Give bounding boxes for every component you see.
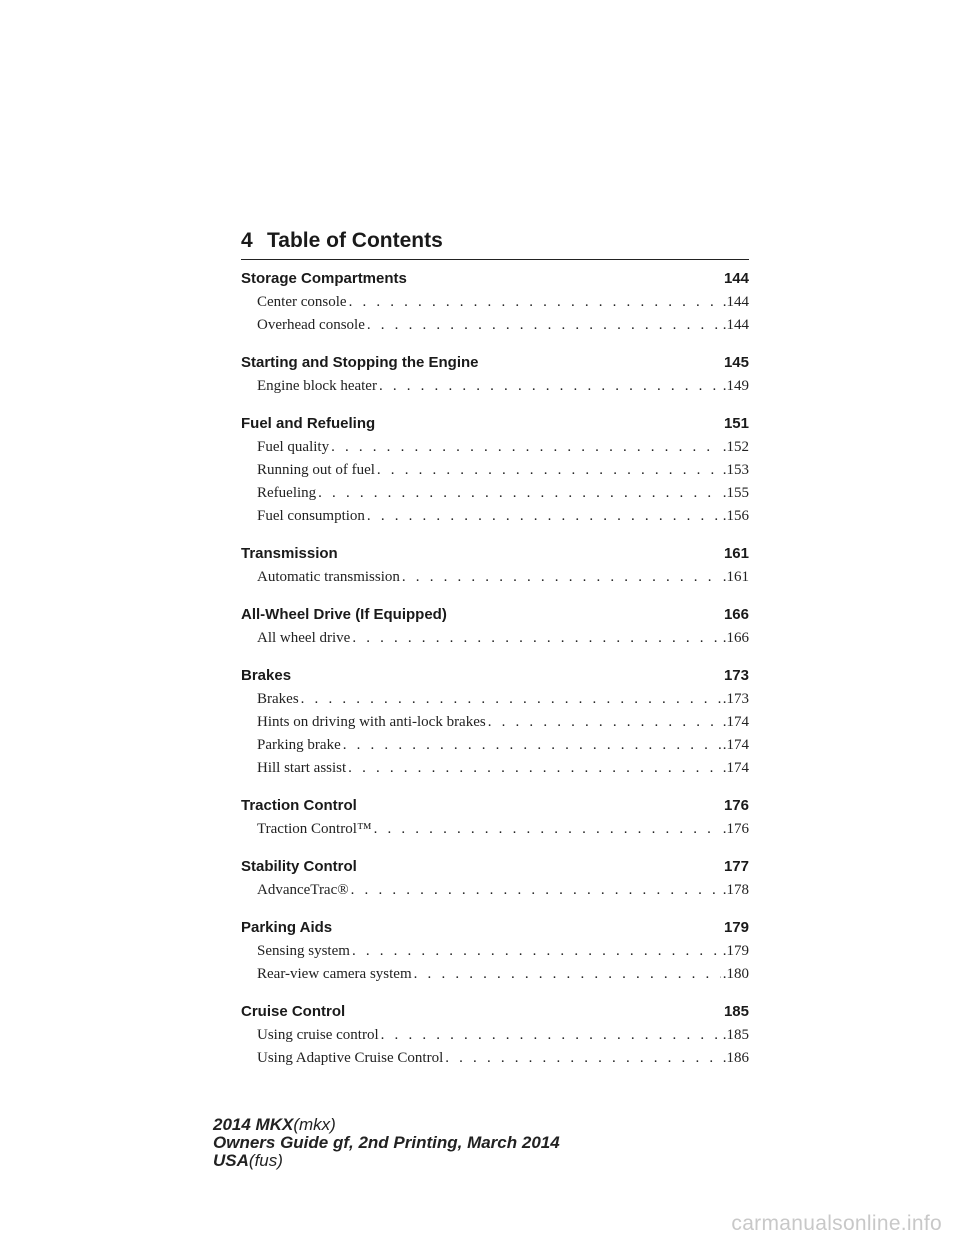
toc-entry[interactable] (241, 963, 749, 985)
section-title: Storage Compartments (241, 270, 407, 287)
entry-page: .144 (722, 317, 749, 333)
toc-entry[interactable] (241, 757, 749, 779)
dot-leader (331, 436, 721, 458)
toc-section (241, 543, 749, 588)
section-title: Starting and Stopping the Engine (241, 354, 479, 371)
entry-page: .155 (722, 485, 749, 501)
section-heading[interactable] (241, 268, 749, 290)
toc-section (241, 795, 749, 840)
entry-label: Parking brake (257, 737, 341, 753)
entry-page: .174 (722, 714, 749, 730)
toc-section (241, 856, 749, 901)
dot-leader (301, 688, 721, 710)
dot-leader (352, 627, 720, 649)
footer-line-edition (213, 1134, 560, 1152)
dot-leader (367, 314, 721, 336)
section-page: 177 (723, 858, 749, 875)
section-title: Fuel and Refueling (241, 415, 376, 432)
section-title: Cruise Control (241, 1003, 346, 1020)
entry-label: Traction Control™ (257, 821, 372, 837)
dot-leader (402, 566, 721, 588)
toc-entry[interactable] (241, 711, 749, 733)
dot-leader (318, 482, 721, 504)
toc-entry[interactable] (241, 688, 749, 710)
entry-label: All wheel drive (257, 630, 351, 646)
entry-label: Fuel consumption (257, 508, 365, 524)
entry-page: .152 (722, 439, 749, 455)
section-heading[interactable] (241, 795, 749, 817)
section-heading[interactable] (241, 1001, 749, 1023)
dot-leader (445, 1047, 721, 1069)
dot-leader (367, 505, 721, 527)
dot-leader (349, 291, 721, 313)
entry-page: .176 (722, 821, 749, 837)
entry-label: Center console (257, 294, 347, 310)
entry-page: .156 (722, 508, 749, 524)
section-title: All-Wheel Drive (If Equipped) (241, 606, 447, 623)
footer-model: 2014 MKX (213, 1115, 294, 1134)
footer-model-code: (mkx) (293, 1115, 336, 1134)
footer-edition: Owners Guide gf, 2nd Printing, March 2014 (213, 1133, 560, 1152)
toc-entry[interactable] (241, 940, 749, 962)
toc-section (241, 665, 749, 779)
toc-section (241, 352, 749, 397)
entry-page: .179 (722, 943, 749, 959)
entry-label: Running out of fuel (257, 462, 375, 478)
page-title: Table of Contents (267, 229, 443, 252)
toc-entry[interactable] (241, 505, 749, 527)
toc-entry[interactable] (241, 314, 749, 336)
toc-entry[interactable] (241, 375, 749, 397)
section-title: Parking Aids (241, 919, 333, 936)
footer-line-model (213, 1116, 560, 1134)
toc-entry[interactable] (241, 482, 749, 504)
entry-label: Hill start assist (257, 760, 347, 776)
dot-leader (348, 757, 721, 779)
section-page: 144 (723, 270, 749, 287)
site-watermark: carmanualsonline.info (731, 1212, 942, 1235)
entry-page: .180 (722, 966, 749, 982)
dot-leader (352, 940, 721, 962)
document-footer (213, 1116, 560, 1170)
toc-section (241, 1001, 749, 1069)
toc-entry[interactable] (241, 291, 749, 313)
entry-label: Overhead console (257, 317, 365, 333)
toc-entry[interactable] (241, 1047, 749, 1069)
dot-leader (377, 459, 721, 481)
section-heading[interactable] (241, 604, 749, 626)
entry-label: AdvanceTrac® (257, 882, 349, 898)
section-heading[interactable] (241, 856, 749, 878)
section-heading[interactable] (241, 543, 749, 565)
toc-entry[interactable] (241, 459, 749, 481)
entry-page: .153 (722, 462, 749, 478)
toc-entry[interactable] (241, 818, 749, 840)
page-number: 4 (241, 229, 253, 252)
section-page: 166 (723, 606, 749, 623)
entry-page: .144 (722, 294, 749, 310)
toc-section (241, 604, 749, 649)
entry-label: Engine block heater (257, 378, 377, 394)
dot-leader (488, 711, 721, 733)
section-title: Brakes (241, 667, 292, 684)
toc-entry[interactable] (241, 879, 749, 901)
dot-leader (351, 879, 721, 901)
dot-leader (379, 375, 721, 397)
toc-entry[interactable] (241, 1024, 749, 1046)
footer-region-code: (fus) (248, 1151, 283, 1170)
entry-page: .185 (722, 1027, 749, 1043)
section-page: 179 (723, 919, 749, 936)
toc-section (241, 268, 749, 336)
toc-section (241, 917, 749, 985)
section-title: Traction Control (241, 797, 357, 814)
entry-label: Automatic transmission (257, 569, 400, 585)
section-title: Stability Control (241, 858, 357, 875)
footer-line-region (213, 1152, 560, 1170)
section-page: 145 (723, 354, 749, 371)
footer-region: USA (213, 1151, 249, 1170)
section-heading[interactable] (241, 352, 749, 374)
page-header (241, 229, 749, 260)
entry-page: .173 (722, 691, 749, 707)
dot-leader (343, 734, 721, 756)
entry-page: .178 (722, 882, 749, 898)
entry-page: .186 (722, 1050, 749, 1066)
section-heading[interactable] (241, 917, 749, 939)
toc-section (241, 413, 749, 527)
toc-entry[interactable] (241, 566, 749, 588)
section-page: 176 (723, 797, 749, 814)
entry-label: Using Adaptive Cruise Control (257, 1050, 444, 1066)
entry-label: Rear-view camera system (257, 966, 412, 982)
entry-label: Brakes (257, 691, 299, 707)
entry-label: Fuel quality (257, 439, 330, 455)
section-page: 185 (723, 1003, 749, 1020)
entry-page: .166 (722, 630, 749, 646)
section-page: 173 (723, 667, 749, 684)
toc-entry[interactable] (241, 734, 749, 756)
dot-leader (381, 1024, 721, 1046)
entry-page: .174 (722, 760, 749, 776)
entry-label: Sensing system (257, 943, 350, 959)
section-page: 151 (723, 415, 749, 432)
entry-page: .149 (722, 378, 749, 394)
table-of-contents (241, 268, 749, 1085)
toc-entry[interactable] (241, 436, 749, 458)
section-title: Transmission (241, 545, 338, 562)
entry-label: Using cruise control (257, 1027, 379, 1043)
entry-label: Hints on driving with anti-lock brakes (257, 714, 486, 730)
entry-page: .161 (722, 569, 749, 585)
dot-leader (374, 818, 721, 840)
section-heading[interactable] (241, 665, 749, 687)
section-heading[interactable] (241, 413, 749, 435)
dot-leader (414, 963, 721, 985)
toc-entry[interactable] (241, 627, 749, 649)
entry-page: .174 (722, 737, 749, 753)
section-page: 161 (723, 545, 749, 562)
entry-label: Refueling (257, 485, 317, 501)
